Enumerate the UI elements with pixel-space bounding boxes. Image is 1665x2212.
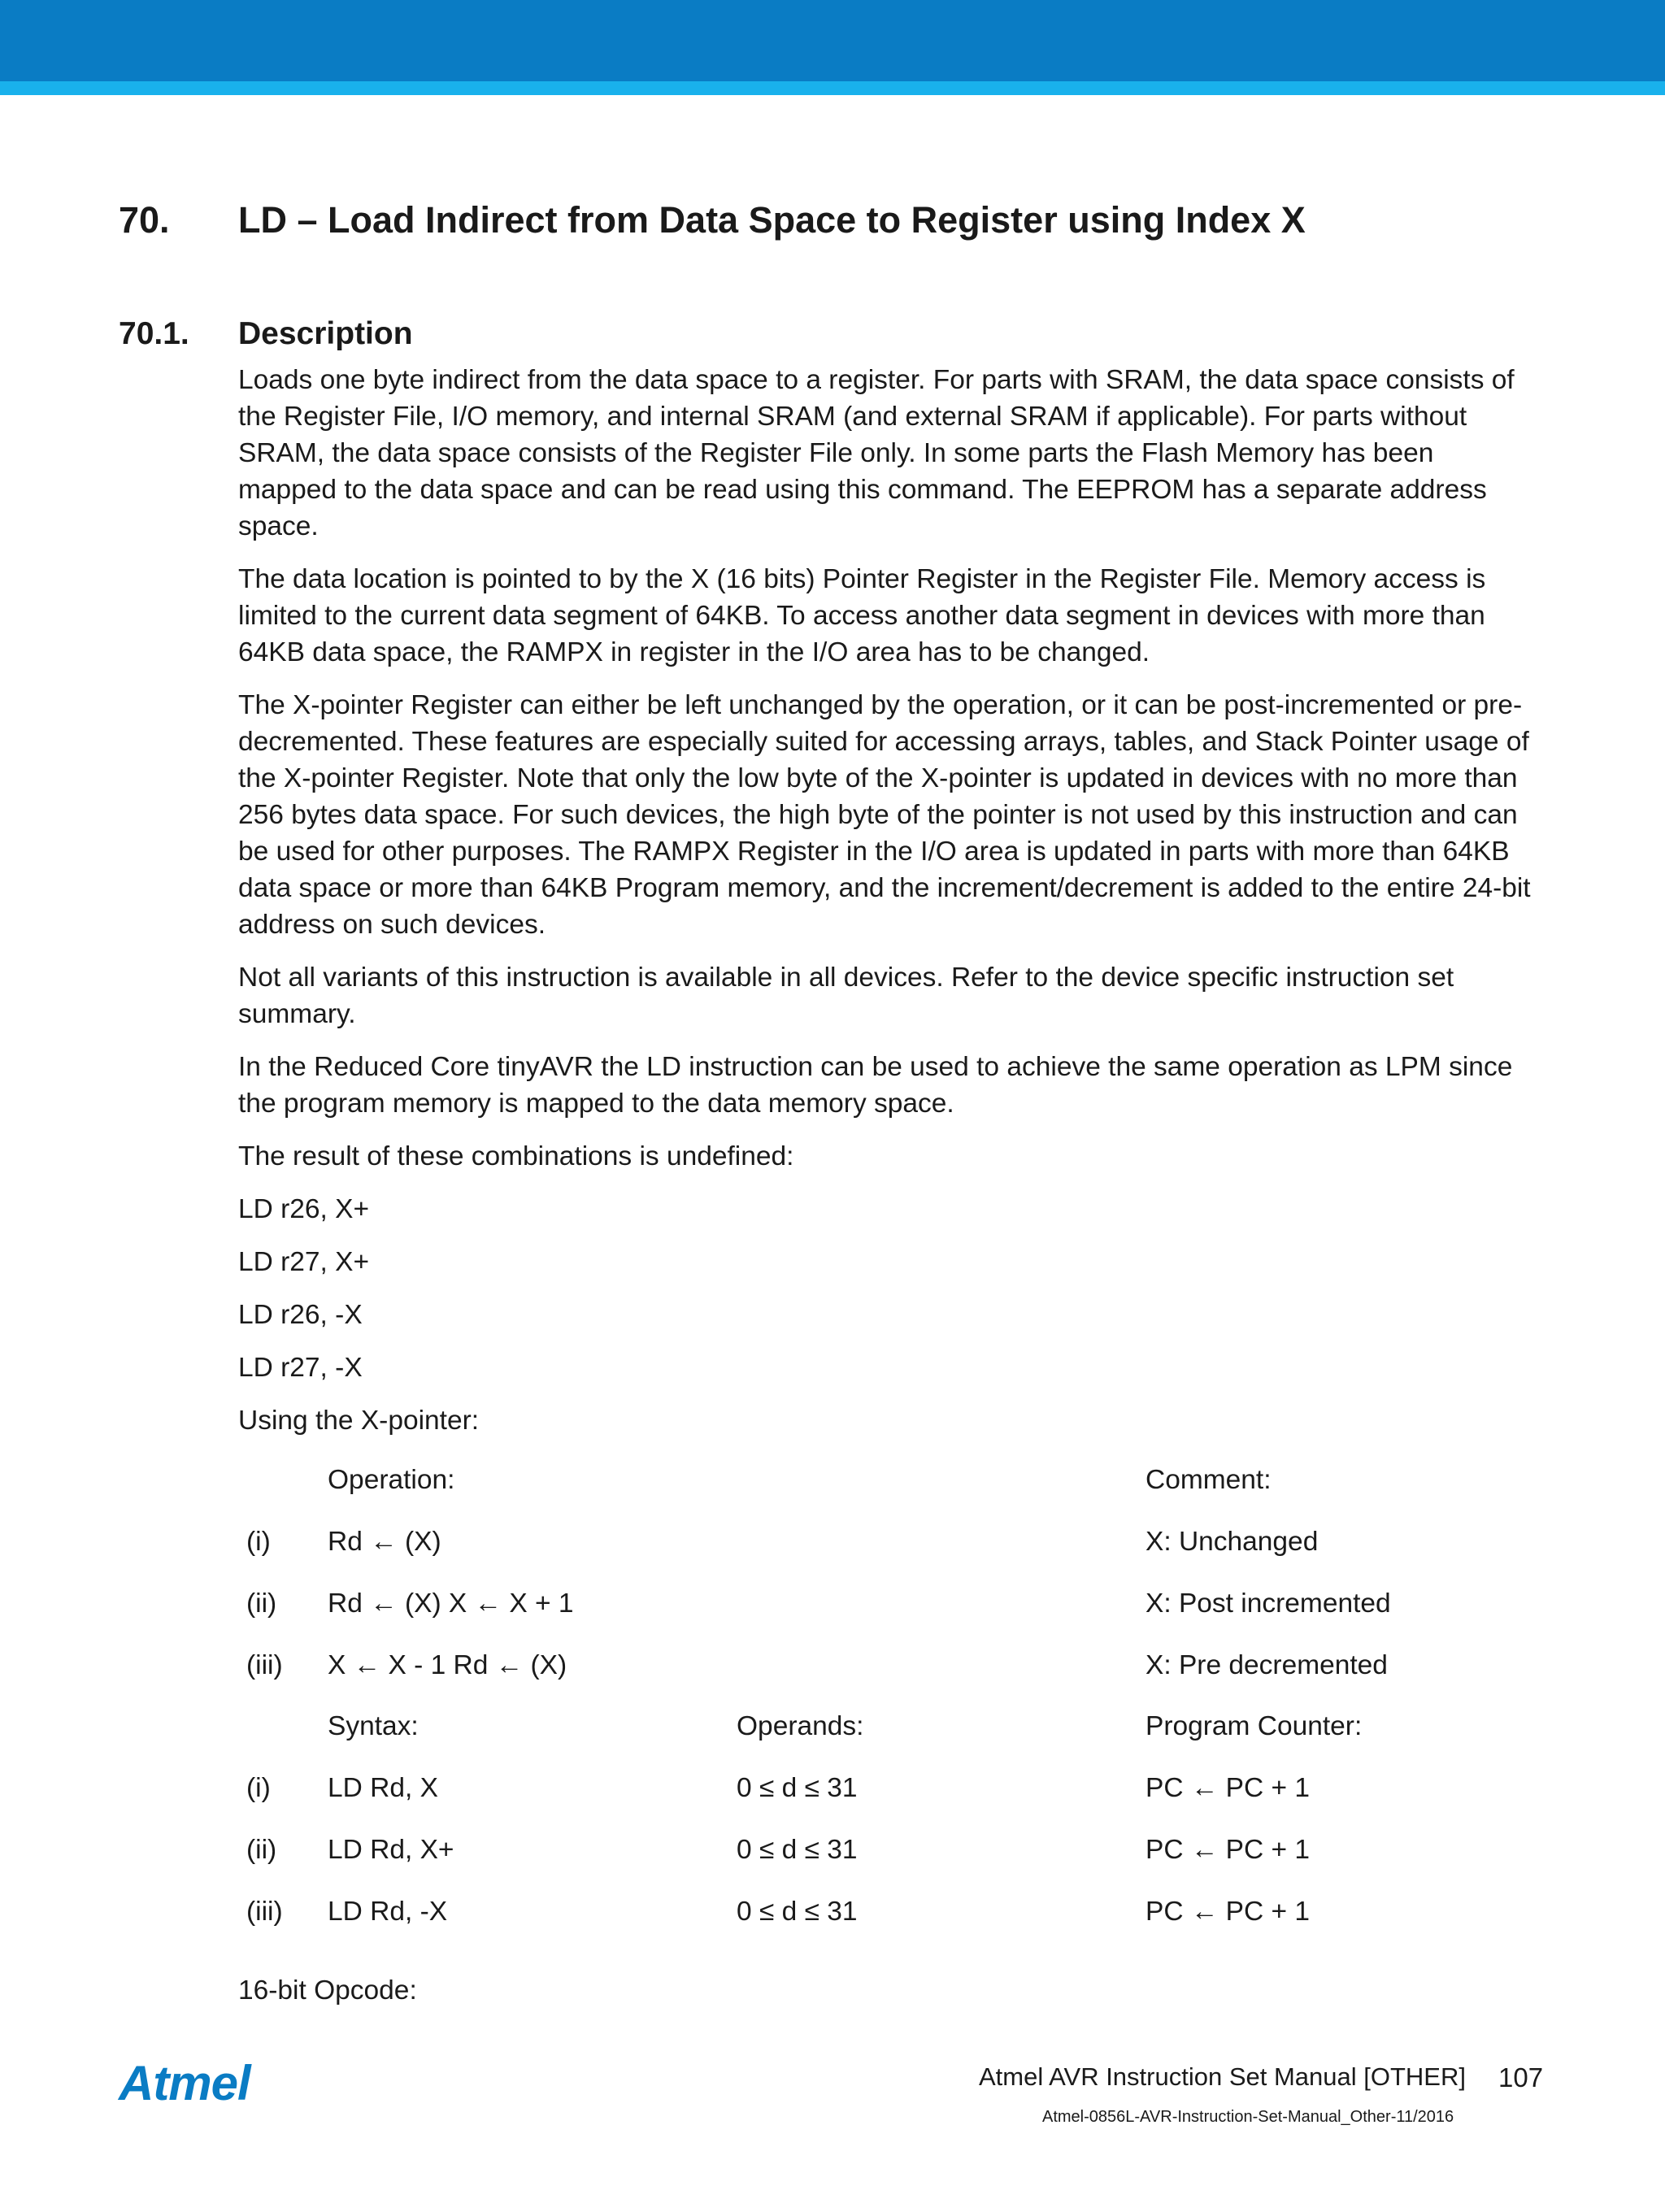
table-row	[238, 1588, 1539, 1625]
header-comment: Comment:	[1146, 1465, 1272, 1495]
header-syntax: Syntax:	[328, 1711, 419, 1741]
atmel-logo: Atmel	[119, 2056, 250, 2110]
header-operation: Operation:	[328, 1465, 455, 1495]
undefined-combination: LD r27, -X	[238, 1353, 363, 1383]
table-row	[238, 1835, 1539, 1871]
row-syntax: LD Rd, -X	[328, 1897, 448, 1927]
table-row	[238, 1527, 1539, 1563]
table-row	[238, 1650, 1539, 1687]
footer-doc-id: Atmel-0856L-AVR-Instruction-Set-Manual_Other-11/2016	[1042, 2108, 1454, 2126]
row-operands: 0 ≤ d ≤ 31	[737, 1835, 858, 1865]
row-program-counter: PC ← PC + 1	[1146, 1835, 1310, 1865]
paragraph: The data location is pointed to by the X (16 bits) Pointer Register in the Register File. Memory access is limited to the current data segment of 64KB. To access another data segment in devices with more than 64KB data space, the RAMPX in register in the I/O area has to be changed.	[238, 564, 1486, 667]
subsection-number: 70.1.	[119, 316, 189, 351]
undefined-combination: LD r26, -X	[238, 1300, 363, 1330]
row-syntax: LD Rd, X	[328, 1773, 438, 1803]
paragraph: The X-pointer Register can either be left unchanged by the operation, or it can be post-incremented or pre-decremented. These features are especially suited for accessing arrays, tables, and Stack Pointer usage of the X-pointer Register. Note that only the low byte of the X-pointer is updated in devices with no more than 256 bytes data space. For such devices, the high byte of the pointer is not used by this instruction and can be used for other purposes. The RAMPX Register in the I/O area is updated in parts with more than 64KB data space or more than 64KB Program memory, and the increment/decrement is added to the entire 24-bit address on such devices.	[238, 690, 1531, 940]
header-program-counter: Program Counter:	[1146, 1711, 1363, 1741]
row-operands: 0 ≤ d ≤ 31	[737, 1897, 858, 1927]
row-comment: X: Pre decremented	[1146, 1650, 1388, 1680]
using-label: Using the X-pointer:	[238, 1406, 480, 1436]
footer-page-number: 107	[1498, 2062, 1544, 2092]
paragraph: Not all variants of this instruction is available in all devices. Refer to the device specific instruction set summary.	[238, 963, 1454, 1029]
paragraph: Loads one byte indirect from the data space to a register. For parts with SRAM, the data space consists of the Register File, I/O memory, and internal SRAM (and external SRAM if applicable). For parts without SRAM, the data space consists of the Register File only. In some parts the Flash Memory has been mapped to the data space and can be read using this command. The EEPROM has a separate address space.	[238, 365, 1515, 541]
row-operation: Rd ← (X)	[328, 1527, 441, 1557]
row-index: (ii)	[246, 1588, 277, 1619]
section-number: 70.	[119, 199, 170, 241]
row-index: (ii)	[246, 1835, 277, 1865]
header-operands: Operands:	[737, 1711, 864, 1741]
table-row	[238, 1897, 1539, 1933]
row-index: (iii)	[246, 1650, 283, 1680]
row-operation: Rd ← (X) X ← X + 1	[328, 1588, 574, 1619]
undefined-combination: LD r27, X+	[238, 1247, 370, 1277]
row-program-counter: PC ← PC + 1	[1146, 1897, 1310, 1927]
paragraph: In the Reduced Core tinyAVR the LD instruction can be used to achieve the same operation as LPM since the program memory is mapped to the data memory space.	[238, 1052, 1513, 1119]
row-operands: 0 ≤ d ≤ 31	[737, 1773, 858, 1803]
header-band	[0, 0, 1665, 81]
paragraph: The result of these combinations is undefined:	[238, 1141, 794, 1171]
row-syntax: LD Rd, X+	[328, 1835, 454, 1865]
row-index: (i)	[246, 1527, 271, 1557]
row-index: (iii)	[246, 1897, 283, 1927]
row-comment: X: Post incremented	[1146, 1588, 1391, 1619]
table-row	[238, 1773, 1539, 1810]
row-program-counter: PC ← PC + 1	[1146, 1773, 1310, 1803]
table-header-row	[238, 1465, 1539, 1501]
row-operation: X ← X - 1 Rd ← (X)	[328, 1650, 567, 1680]
undefined-combination: LD r26, X+	[238, 1194, 370, 1224]
section-title: LD – Load Indirect from Data Space to Register using Index X	[238, 199, 1306, 241]
description-body	[238, 362, 1539, 1455]
opcode-label: 16-bit Opcode:	[238, 1975, 417, 2006]
row-comment: X: Unchanged	[1146, 1527, 1319, 1557]
header-stripe	[0, 81, 1665, 95]
footer-manual-title: Atmel AVR Instruction Set Manual [OTHER]	[979, 2062, 1466, 2091]
table-header-row	[238, 1711, 1539, 1748]
subsection-title: Description	[238, 316, 413, 351]
row-index: (i)	[246, 1773, 271, 1803]
